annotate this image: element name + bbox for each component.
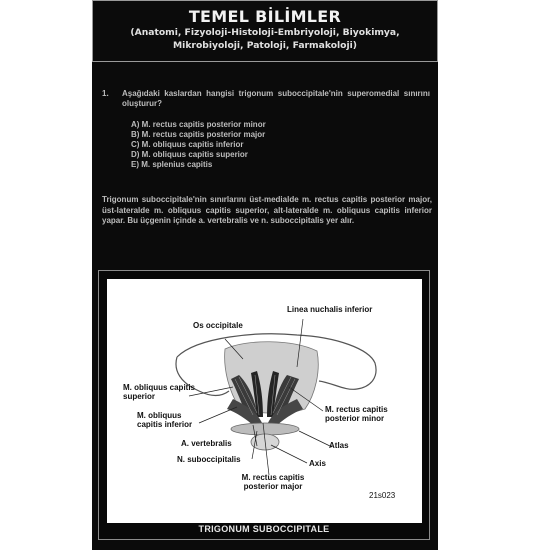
label-atlas: Atlas (329, 441, 349, 450)
answer-options (131, 120, 431, 170)
document-page (92, 0, 438, 550)
option-c: C) M. obliquus capitis inferior (131, 140, 244, 149)
label-axis: Axis (309, 459, 326, 468)
atlas-bone (231, 423, 299, 435)
label-a-vertebralis: A. vertebralis (181, 439, 232, 448)
anatomy-figure (98, 270, 430, 540)
label-os-occipitale: Os occipitale (193, 321, 243, 330)
option-a: A) M. rectus capitis posterior minor (131, 120, 266, 129)
option-d: D) M. obliquus capitis superior (131, 150, 248, 159)
figure-caption: TRIGONUM SUBOCCIPITALE (198, 524, 330, 534)
option-e: E) M. splenius capitis (131, 160, 213, 169)
page-title: TEMEL BİLİMLER (188, 7, 342, 26)
figure-canvas (107, 279, 422, 523)
figure-code: 21s023 (369, 491, 396, 500)
label-n-suboccipitalis: N. suboccipitalis (177, 455, 241, 464)
label-rectus-minor: M. rectus capitis posterior minor (325, 405, 388, 423)
question-text: Aşağıdaki kaslardan hangisi trigonum suboccipitale'nin superomedial sınırını oluşturur? (122, 89, 430, 108)
label-rectus-major: M. rectus capitis posterior major (241, 473, 305, 491)
header-box (92, 0, 438, 62)
page-subtitle: (Anatomi, Fizyoloji-Histoloji-Embriyoloji, Biyokimya, Mikrobiyoloji, Patoloji, Farmakoloji) (130, 27, 400, 51)
option-b: B) M. rectus capitis posterior major (131, 130, 266, 139)
label-obliquus-superior: M. obliquus capitis superior (123, 383, 196, 401)
label-linea-nuchalis: Linea nuchalis inferior (287, 305, 373, 314)
label-obliquus-inferior: M. obliquus capitis inferior (137, 411, 193, 429)
explanation-text: Trigonum suboccipitale'nin sınırlarını üst-medialde m. rectus capitis posterior major, üst-lateralde m. obliquus capitis superior, alt-lateralde m. obliquus capitis inferior yapar. Bu üçgenin içinde a. vertebralis ve n. suboccipitalis yer alır. (102, 195, 432, 225)
question-number: 1. (102, 89, 109, 98)
